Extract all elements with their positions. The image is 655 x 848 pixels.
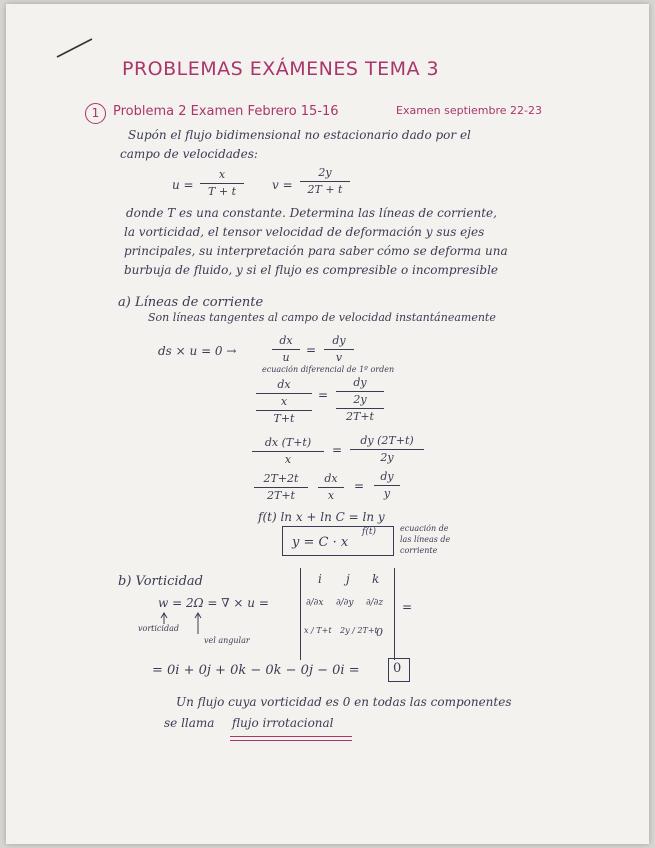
result-note-1: ecuación de: [400, 524, 449, 533]
eq4-fraction-dx-x: [318, 472, 344, 503]
part-a-description: Son líneas tangentes al campo de velocidad instantáneamente: [148, 311, 496, 324]
statement-line-3: donde T es una constante. Determina las líneas de corriente,: [126, 206, 497, 220]
vorticity-result: 0: [393, 661, 402, 676]
eq1-f1-num: dx: [279, 334, 293, 347]
eq2-f2-den: 2T+t: [346, 410, 374, 423]
eq2-f1-den: T+t: [273, 412, 295, 425]
eq3-fraction-right: [350, 434, 424, 465]
u-numerator: x: [218, 168, 226, 181]
label-vel-angular: vel angular: [204, 636, 250, 645]
eq3-f1-den: x: [284, 453, 292, 466]
part-b-heading: b) Vorticidad: [118, 574, 203, 589]
conclusion-line-2: se llama: [164, 716, 215, 730]
eq3-fraction-left: [252, 436, 324, 467]
matrix-v-component: 2y / 2T+t: [340, 626, 378, 635]
eq1-lhs: ds × u = 0 →: [158, 344, 237, 358]
matrix-d-dz: ∂/∂z: [366, 598, 384, 608]
eq2-fraction-left: [256, 378, 312, 426]
u-denominator: T + t: [208, 185, 236, 198]
eq4-fraction-coeff: [254, 472, 308, 503]
eq2-equals: =: [318, 388, 329, 402]
statement-line-1: Supón el flujo bidimensional no estacionario dado por el: [128, 128, 471, 142]
u-lhs: u =: [172, 178, 194, 192]
eq4-fraction-dy-y: [374, 470, 400, 501]
term-underline-2: [230, 740, 352, 741]
matrix-i: i: [318, 572, 322, 586]
v-lhs: v =: [272, 178, 293, 192]
eq1-f2-den: v: [335, 351, 343, 364]
eq3-f1-num: dx (T+t): [264, 436, 312, 449]
eq4-f2-num: dx: [324, 472, 338, 485]
problem-number-circle: 1: [85, 103, 106, 124]
problem-heading: Problema 2 Examen Febrero 15-16: [113, 104, 339, 119]
vorticity-expansion: = 0i + 0j + 0k − 0k − 0j − 0i =: [152, 663, 360, 678]
v-fraction: [300, 166, 350, 197]
eq1-f2-num: dy: [332, 334, 346, 347]
eq3-f2-den: 2y: [380, 451, 394, 464]
result-note-2: las líneas de: [400, 535, 451, 544]
eq4-f2-den: x: [327, 489, 335, 502]
matrix-u-component: x / T+t: [304, 626, 332, 635]
eq5-log-equation: f(t) ln x + ln C = ln y: [258, 510, 385, 524]
statement-line-6: burbuja de fluido, y si el flujo es compresible o incompresible: [124, 263, 499, 277]
vorticity-definition: w = 2Ω = ∇ × u =: [158, 596, 269, 610]
problem-heading-extra: Examen septiembre 22-23: [396, 104, 542, 117]
pen-stroke-mark: [55, 36, 95, 60]
matrix-w-component: 0: [376, 626, 383, 639]
result-note-3: corriente: [400, 546, 438, 555]
eq1-equals: =: [306, 343, 317, 357]
eq4-equals: =: [354, 479, 365, 493]
matrix-k: k: [372, 572, 380, 586]
matrix-j: j: [346, 572, 350, 586]
page-title: PROBLEMAS EXÁMENES TEMA 3: [122, 58, 440, 80]
eq2-f1-mid: x: [280, 395, 288, 408]
u-fraction: [200, 168, 244, 199]
eq3-equals: =: [332, 443, 343, 457]
matrix-equals: =: [402, 600, 413, 614]
part-a-heading: a) Líneas de corriente: [118, 295, 264, 310]
streamline-result-exponent: f(t): [362, 527, 376, 537]
matrix-d-dx: ∂/∂x: [306, 598, 324, 608]
eq4-f3-den: y: [383, 487, 391, 500]
statement-line-2: campo de velocidades:: [120, 147, 258, 161]
eq1-f1-den: u: [282, 351, 290, 364]
term-underline-1: [230, 736, 352, 737]
eq2-f2-mid: 2y: [353, 393, 367, 406]
statement-line-4: la vorticidad, el tensor velocidad de deformación y sus ejes: [124, 225, 485, 239]
eq1-fraction-dx-u: [272, 334, 300, 365]
eq2-fraction-right: [336, 376, 384, 424]
eq4-f1-num: 2T+2t: [263, 472, 299, 485]
determinant-left-bar: [300, 568, 301, 660]
label-vorticidad: vorticidad: [138, 624, 179, 633]
v-numerator: 2y: [318, 166, 332, 179]
v-denominator: 2T + t: [307, 183, 343, 196]
eq4-f1-den: 2T+t: [267, 489, 295, 502]
conclusion-term: flujo irrotacional: [232, 716, 334, 730]
eq4-f3-num: dy: [380, 470, 394, 483]
eq2-f1-num: dx: [277, 378, 291, 391]
eq1-note: ecuación diferencial de 1º orden: [262, 365, 395, 374]
eq2-f2-num: dy: [353, 376, 367, 389]
eq3-f2-num: dy (2T+t): [360, 434, 414, 447]
statement-line-5: principales, su interpretación para saber cómo se deforma una: [124, 244, 508, 258]
streamline-result: y = C · x: [292, 535, 349, 550]
conclusion-line-1: Un flujo cuya vorticidad es 0 en todas las componentes: [176, 695, 512, 709]
matrix-d-dy: ∂/∂y: [336, 598, 354, 608]
eq1-fraction-dy-v: [324, 334, 354, 365]
determinant-right-bar: [394, 568, 395, 660]
